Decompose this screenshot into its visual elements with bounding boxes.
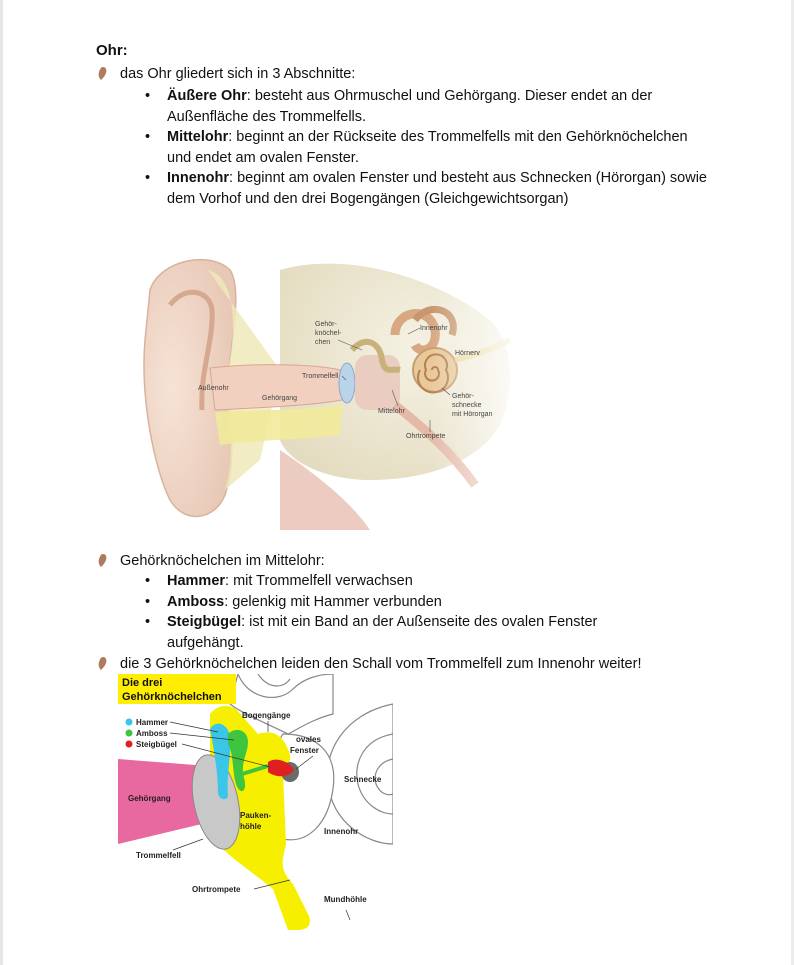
label-gehoerknoechelchen-1: Gehör- — [315, 321, 337, 328]
list-dot-icon: • — [145, 594, 151, 610]
diagram-title-line-2: Gehörknöchelchen — [122, 691, 222, 703]
label-innenohr: Innenohr — [420, 325, 448, 332]
label-hoernerv: Hörnerv — [455, 350, 480, 357]
legend-label-steigbuegel: Steigbügel — [136, 740, 177, 749]
label-paukenhoehle-2: höhle — [240, 822, 262, 831]
term: Hammer — [167, 573, 226, 589]
ossicle-diagram — [118, 674, 393, 930]
label-gehoerschnecke-2: schnecke — [452, 402, 482, 409]
term: Steigbügel — [167, 614, 242, 630]
legend-swatch-amboss — [126, 730, 133, 737]
label-gehoergang: Gehörgang — [128, 794, 171, 803]
intro-text: das Ohr gliedert sich in 3 Abschnitte: — [120, 66, 356, 82]
label-schnecke: Schnecke — [344, 775, 382, 784]
ear-bullet-icon — [98, 554, 107, 567]
label-ohrtrompete: Ohrtrompete — [192, 885, 241, 894]
label-mundhoehle: Mundhöhle — [324, 895, 367, 904]
definition: : mit Trommelfell verwachsen — [225, 573, 413, 589]
outro-text: die 3 Gehörknöchelchen leiden den Schall vom Trommelfell zum Innenohr weiter! — [120, 656, 642, 672]
legend-label-hammer: Hammer — [136, 718, 169, 727]
label-gehoerschnecke-1: Gehör- — [452, 393, 474, 400]
legend-swatch-steigbuegel — [126, 741, 133, 748]
label-ovales-fenster-2: Fenster — [290, 746, 319, 755]
label-innenohr: Innenohr — [324, 827, 359, 836]
label-bogengaenge: Bogengänge — [242, 711, 291, 720]
label-gehoerschnecke-3: mit Hörorgan — [452, 411, 493, 418]
definition: : beginnt an der Rückseite des Trommelfells mit den Gehörknöchelchen und endet am ovalen Fenster. — [167, 129, 688, 166]
term: Mittelohr — [167, 129, 229, 145]
label-gehoergang: Gehörgang — [262, 395, 298, 402]
list-dot-icon: • — [145, 573, 151, 589]
definition: : gelenkig mit Hammer verbunden — [224, 594, 442, 610]
label-mittelohr: Mittelohr — [378, 408, 405, 415]
ear-bullet-icon — [98, 657, 107, 670]
label-trommelfell: Trommelfell — [302, 373, 339, 380]
label-trommelfell: Trommelfell — [136, 851, 181, 860]
label-gehoerknoechelchen-3: chen — [315, 339, 331, 346]
list-dot-icon: • — [145, 129, 151, 145]
legend-label-amboss: Amboss — [136, 729, 168, 738]
term: Äußere Ohr — [167, 88, 247, 104]
ear-anatomy-illustration — [130, 250, 530, 530]
label-paukenhoehle-1: Pauken- — [240, 811, 272, 820]
term: Innenohr — [167, 170, 230, 186]
label-gehoerknoechelchen-2: knöchel- — [315, 330, 342, 337]
term: Amboss — [167, 594, 225, 610]
list-dot-icon: • — [145, 170, 151, 186]
label-ovales-fenster-1: ovales — [296, 735, 321, 744]
legend-swatch-hammer — [126, 719, 133, 726]
label-aussenohr: Außenohr — [198, 385, 229, 392]
diagram-title-line-1: Die drei — [122, 677, 163, 689]
intro-text: Gehörknöchelchen im Mittelohr: — [120, 553, 325, 569]
page-edge-left — [0, 0, 3, 965]
definition: : ist mit ein Band an der Außenseite des ovalen Fenster aufgehängt. — [167, 614, 598, 651]
definition: : besteht aus Ohrmuschel und Gehörgang. Dieser endet an der Außenfläche des Trommelfells. — [167, 88, 653, 125]
list-dot-icon: • — [145, 614, 151, 630]
definition: : beginnt am ovalen Fenster und besteht aus Schnecken (Hörorgan) sowie dem Vorhof und den drei Bogengängen (Gleichgewichtsorgan) — [167, 170, 708, 207]
ear-bullet-icon — [98, 67, 107, 80]
page-title: Ohr: — [96, 42, 128, 59]
list-dot-icon: • — [145, 88, 151, 104]
label-ohrtrompete: Ohrtrompete — [406, 433, 446, 440]
